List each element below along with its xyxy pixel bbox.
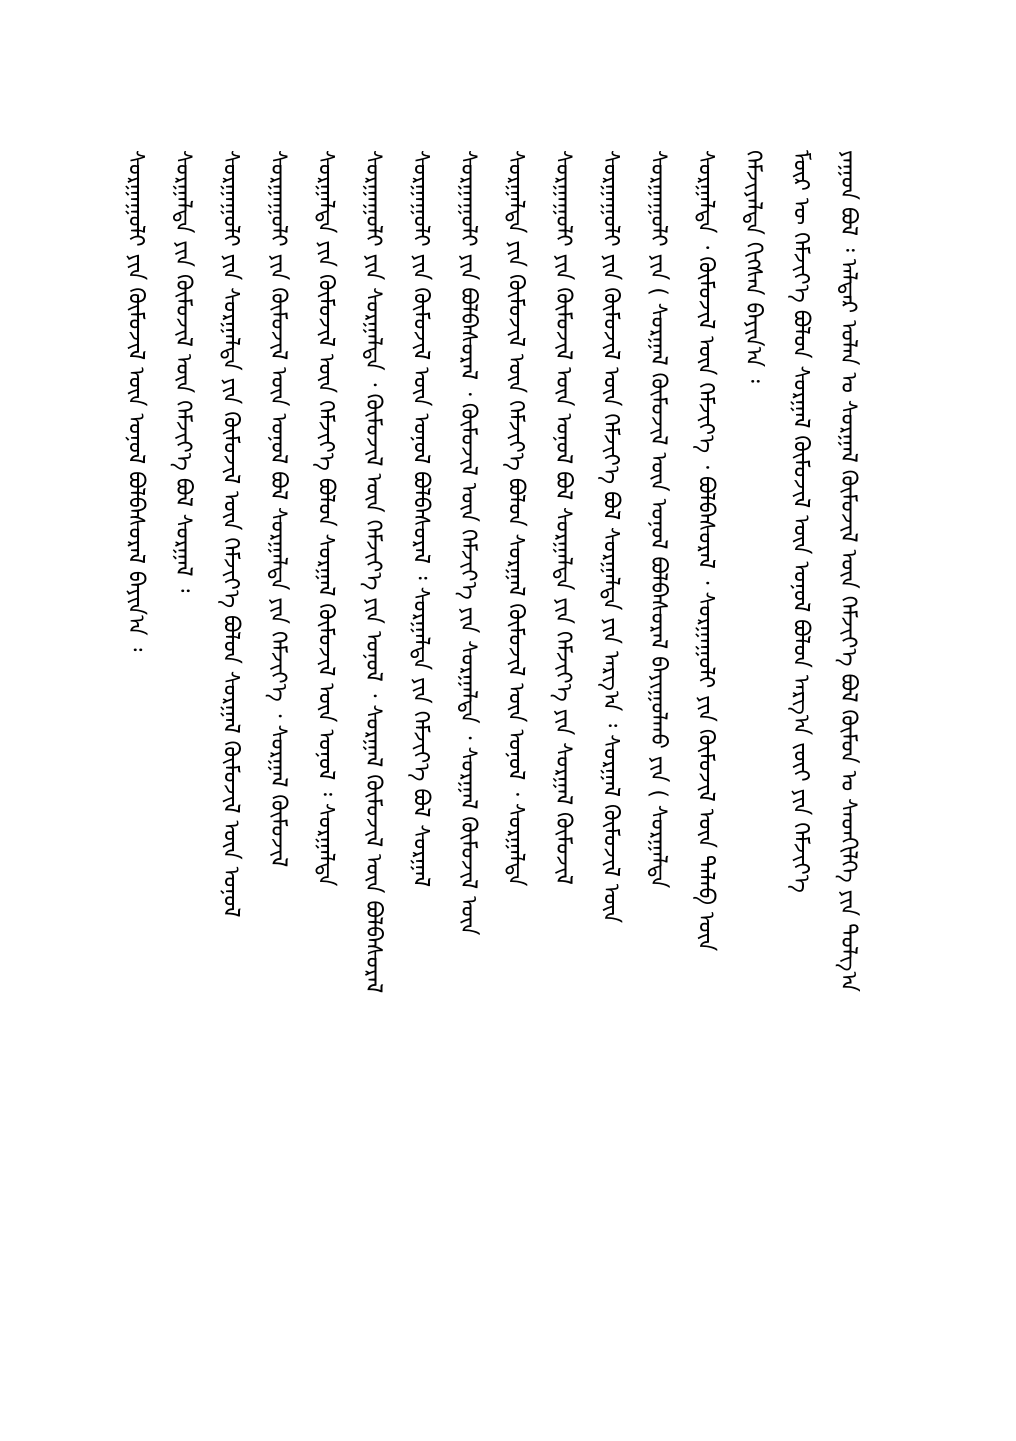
text-column: ᠰᠤᠷᠭᠠᠭᠤᠯᠢ ᠶᠢᠨ ᠬᠦᠮᠦᠵᠢᠯ ᠦᠨ ᠣᠨᠣᠯ ᠪᠣᠯ ᠰᠤᠷᠭᠠᠯᠲᠠ ᠶᠢᠨ ᠬᠡᠮᠵᠢᠶ᠎ᠡ ᠂ ᠰᠤᠷᠭᠠᠯ ᠬᠦᠮᠦᠵᠢᠯ [265,150,291,868]
text-column: ᠰᠤᠷᠭᠠᠭᠤᠯᠢ ᠶᠢᠨ ᠪᠣᠯᠪᠠᠰᠤᠷᠠᠯ ᠂ ᠬᠦᠮᠦᠵᠢᠯ ᠦᠨ ᠬᠡᠮᠵᠢᠶ᠎ᠡ ᠶᠢᠨ ᠰᠤᠷᠭᠠᠯᠲᠠ ᠂ ᠰᠤᠷᠭᠠᠯ ᠬᠦᠮᠦᠵᠢᠯ ᠦᠨ [455,150,481,936]
text-column: ᠰᠤᠷᠭᠠᠯᠲᠠ ᠶᠢᠨ ᠬᠦᠮᠦᠵᠢᠯ ᠦᠨ ᠬᠡᠮᠵᠢᠶ᠎ᠡ ᠪᠣᠯ ᠰᠤᠷᠭᠠᠯ ᠄ [170,150,196,593]
text-column: ᠰᠤᠷᠭᠠᠭᠤᠯᠢ ᠶᠢᠨ ᠰᠤᠷᠭᠠᠯᠲᠠ ᠶᠢᠨ ᠬᠦᠮᠦᠵᠢᠯ ᠦᠨ ᠬᠡᠮᠵᠢᠶ᠎ᠡ ᠪᠣᠯᠤᠨ ᠰᠤᠷᠭᠠᠯ ᠬᠦᠮᠦᠵᠢᠯ ᠦᠨ ᠣᠨᠣᠯ [218,150,243,918]
text-column: ᠰᠤᠷᠭᠠᠭᠤᠯᠢ ᠶᠢᠨ ( ᠰᠤᠷᠭᠠᠯ ᠬᠦᠮᠦᠵᠢᠯ ᠦᠨ ᠣᠨᠣᠯ ᠪᠣᠯᠪᠠᠰᠤᠷᠠᠯ ᠪᠠᠶᠢᠭᠤᠯᠬᠤ ᠶᠢᠨ ( ᠰᠤᠷᠭᠠᠯᠲᠠ [645,150,671,889]
text-column: ᠬᠡᠮᠵᠢᠶᠡᠯᠲᠡ ᠬᠢᠭᠰᠡᠨ ᠪᠠᠶᠢᠨ᠎ᠠ ᠄ [740,150,766,383]
text-column: ᠶᠠᠭᠤᠨ ᠪᠣᠯ ᠄ ᠠᠯᠳᠠᠷ ᠣᠯᠠᠨ ᠤ ᠰᠤᠷᠭᠠᠯ ᠬᠦᠮᠦᠵᠢᠯ ᠦᠨ ᠬᠡᠮᠵᠢᠶ᠎ᠡ ᠪᠣᠯ ᠬᠦᠮᠦᠨ ᠤ ᠰᠡᠳᠬᠢᠯᠭᠡ ᠶᠢᠨ ᠲᠤᠯᠭ᠎ᠠ [835,150,861,992]
text-column: ᠰᠤᠷᠭᠠᠯᠲᠠ ᠂ ᠬᠦᠮᠦᠵᠢᠯ ᠦᠨ ᠬᠡᠮᠵᠢᠶ᠎ᠡ ᠂ ᠪᠣᠯᠪᠠᠰᠤᠷᠠᠯ ᠂ ᠰᠤᠷᠭᠠᠭᠤᠯᠢ ᠶᠢᠨ ᠬᠦᠮᠦᠵᠢᠯ ᠦᠨ ᠲᠡᠯᠡᠪ ᠦᠨ [693,150,718,952]
text-column: ᠰᠤᠷᠭᠠᠯᠲᠠ ᠶᠢᠨ ᠬᠦᠮᠦᠵᠢᠯ ᠦᠨ ᠬᠡᠮᠵᠢᠶ᠎ᠡ ᠪᠣᠯᠤᠨ ᠰᠤᠷᠭᠠᠯ ᠬᠦᠮᠦᠵᠢᠯ ᠦᠨ ᠣᠨᠣᠯ ᠄ ᠰᠤᠷᠭᠠᠯᠲᠠ [313,150,338,887]
text-column: ᠮᠥᠷ ᠦ ᠬᠡᠮᠵᠢᠶ᠎ᠡ ᠪᠣᠯᠤᠨ ᠰᠤᠷᠭᠠᠯ ᠬᠦᠮᠦᠵᠢᠯ ᠦᠨ ᠣᠨᠣᠯ ᠪᠣᠯᠤᠨ ᠠᠷᠭ᠎ᠠ ᠵᠦᠢ ᠶᠢᠨ ᠬᠡᠮᠵᠢᠶ᠎ᠡ [788,150,813,893]
text-column: ᠰᠤᠷᠭᠠᠭᠤᠯᠢ ᠶᠢᠨ ᠬᠦᠮᠦᠵᠢᠯ ᠦᠨ ᠣᠨᠣᠯ ᠪᠣᠯ ᠰᠤᠷᠭᠠᠯᠲᠠ ᠶᠢᠨ ᠬᠡᠮᠵᠢᠶ᠎ᠡ ᠶᠢᠨ ᠰᠤᠷᠭᠠᠯ ᠬᠦᠮᠦᠵᠢᠯ [550,150,576,885]
text-column: ᠰᠤᠷᠭᠠᠭᠤᠯᠢ ᠶᠢᠨ ᠬᠦᠮᠦᠵᠢᠯ ᠦᠨ ᠣᠨᠣᠯ ᠪᠣᠯᠪᠠᠰᠤᠷᠠᠯ ᠪᠠᠶᠢᠨ᠎ᠠ ᠄ [123,150,148,652]
text-column: ᠰᠤᠷᠭᠠᠭᠤᠯᠢ ᠶᠢᠨ ᠬᠦᠮᠦᠵᠢᠯ ᠦᠨ ᠣᠨᠣᠯ ᠪᠣᠯᠪᠠᠰᠤᠷᠠᠯ ᠄ ᠰᠤᠷᠭᠠᠯᠲᠠ ᠶᠢᠨ ᠬᠡᠮᠵᠢᠶ᠎ᠡ ᠪᠣᠯ ᠰᠤᠷᠭᠠᠯ [408,150,433,888]
text-column: ᠰᠤᠷᠭᠠᠭᠤᠯᠢ ᠶᠢᠨ ᠬᠦᠮᠦᠵᠢᠯ ᠦᠨ ᠬᠡᠮᠵᠢᠶ᠎ᠡ ᠪᠣᠯ ᠰᠤᠷᠭᠠᠯᠲᠠ ᠶᠢᠨ ᠠᠷᠭ᠎ᠠ ᠄ ᠰᠤᠷᠭᠠᠯ ᠬᠦᠮᠦᠵᠢᠯ ᠦᠨ [598,150,623,924]
vertical-text-block [120,150,880,1280]
text-column: ᠰᠤᠷᠭᠠᠯᠲᠠ ᠶᠢᠨ ᠬᠦᠮᠦᠵᠢᠯ ᠦᠨ ᠬᠡᠮᠵᠢᠶ᠎ᠡ ᠪᠣᠯᠤᠨ ᠰᠤᠷᠭᠠᠯ ᠬᠦᠮᠦᠵᠢᠯ ᠦᠨ ᠣᠨᠣᠯ ᠂ ᠰᠤᠷᠭᠠᠯᠲᠠ [503,150,528,887]
text-column: ᠰᠤᠷᠭᠠᠭᠤᠯᠢ ᠶᠢᠨ ᠰᠤᠷᠭᠠᠯᠲᠠ ᠂ ᠬᠦᠮᠦᠵᠢᠯ ᠦᠨ ᠬᠡᠮᠵᠢᠶ᠎ᠡ ᠶᠢᠨ ᠣᠨᠣᠯ ᠂ ᠰᠤᠷᠭᠠᠯ ᠬᠦᠮᠦᠵᠢᠯ ᠦᠨ ᠪᠣᠯᠪᠠᠰᠤᠷᠠᠯ [360,150,386,994]
